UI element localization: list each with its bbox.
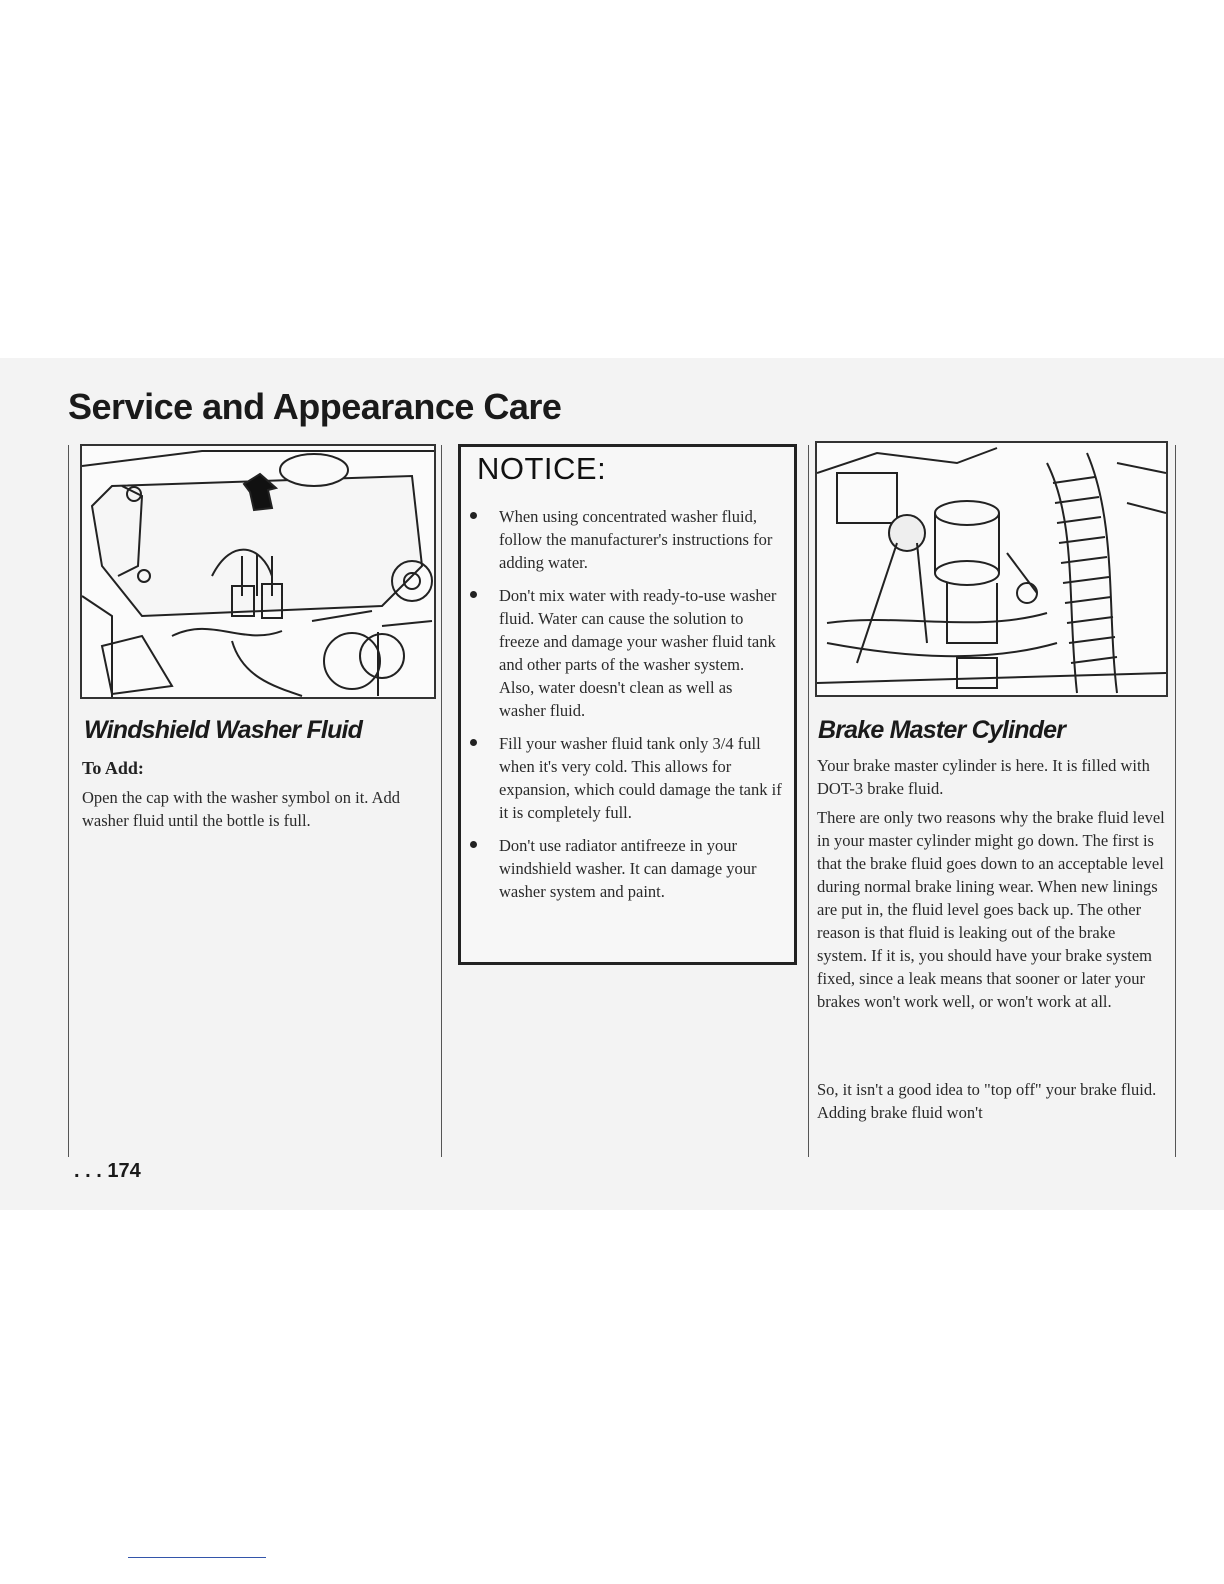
to-add-subheading: To Add: [82, 758, 144, 778]
notice-item: Don't mix water with ready-to-use washer fluid. Water can cause the solution to freeze and damage your washer fluid tank and other parts of the washer system. Also, water doesn't clean as well as washer fluid. [461, 584, 794, 722]
page-number: . . . 174 [74, 1160, 141, 1182]
notice-box [458, 444, 797, 965]
brake-master-cylinder-illustration [815, 441, 1168, 697]
notice-title: NOTICE: [477, 451, 607, 486]
brake-paragraph: Your brake master cylinder is here. It is filled with DOT-3 brake fluid. [817, 756, 1150, 798]
column-divider [441, 445, 442, 1157]
footer-rule [128, 1557, 266, 1558]
washer-fluid-heading: Windshield Washer Fluid [84, 716, 363, 744]
column-divider [68, 445, 69, 1157]
bullet-icon [470, 512, 477, 519]
notice-list [461, 505, 794, 913]
column-divider [808, 445, 809, 1157]
brake-paragraph: There are only two reasons why the brake fluid level in your master cylinder might go down. The first is that the brake fluid goes down to an acceptable level during normal brake lining wear. When new linings are put in, the fluid level goes back up. The other reason is that fluid is leaking out of the brake system. If it is, you should have your brake system fixed, since a leak means that sooner or later your brakes won't work well, or won't work at all. [817, 808, 1165, 1011]
bullet-icon [470, 739, 477, 746]
washer-instructions: Open the cap with the washer symbol on it. Add washer fluid until the bottle is full. [82, 788, 401, 830]
column-divider [1175, 445, 1176, 1157]
notice-item: Fill your washer fluid tank only 3/4 full when it's very cold. This allows for expansion, which could damage the tank if it is completely full. [461, 732, 794, 824]
brake-paragraph: So, it isn't a good idea to "top off" your brake fluid. Adding brake fluid won't [817, 1080, 1157, 1122]
notice-item: When using concentrated washer fluid, follow the manufacturer's instructions for adding water. [461, 505, 794, 574]
bullet-icon [470, 841, 477, 848]
brake-heading: Brake Master Cylinder [818, 716, 1066, 744]
bullet-icon [470, 591, 477, 598]
notice-item: Don't use radiator antifreeze in your windshield washer. It can damage your washer system and paint. [461, 834, 794, 903]
page-title: Service and Appearance Care [68, 386, 562, 427]
washer-fluid-illustration [80, 444, 436, 699]
